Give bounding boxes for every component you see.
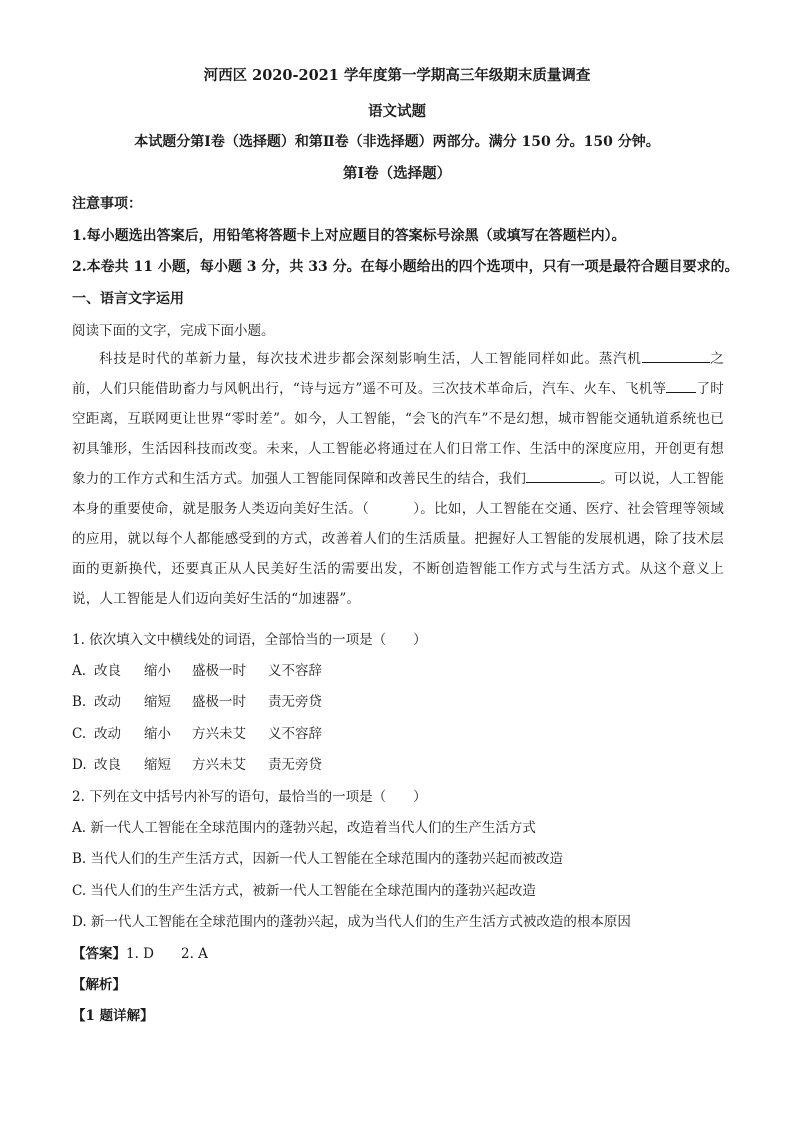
option-word: 缩小 [144,663,171,679]
detail-label: 【1 题详解】 [72,1008,154,1024]
volume-title: 第Ⅰ卷（选择题） [342,165,452,182]
q2-option-d: D. 新一代人工智能在全球范围内的蓬勃兴起，成为当代人们的生产生活方式被改造的根本原因 [72,914,631,930]
exam-info: 本试题分第Ⅰ卷（选择题）和第Ⅱ卷（非选择题）两部分。满分 150 分。150 分钟。 [134,134,660,150]
passage-text-5: ）。比如，人工智能在交通、医疗、社会管理等领域的应用，就以每个人都能感受到的方式，改善着人们的生活质量。把握好人工智能的发展机遇，除了技术层面的更新换代，还要真正从人民美好生活的需要出发，不断创造智能工作方式与生活方式。从这个意义上说，人工智能是人们迈向美好生活的“加速器”。 [72,501,724,607]
q2-option-a: A. 新一代人工智能在全球范围内的蓬勃兴起，改造着当代人们的生产生活方式 [72,820,536,836]
q2-option-b: B. 当代人们的生产生活方式，因新一代人工智能在全球范围内的蓬勃兴起而被改造 [72,851,564,867]
option-word: 改良 [94,757,121,773]
option-word: 缩短 [144,757,171,773]
q1-option-d [72,753,322,773]
analysis-label: 【解析】 [72,977,126,993]
q1-option-c [72,722,322,742]
q2-option-c: C. 当代人们的生产生活方式，被新一代人工智能在全球范围内的蓬勃兴起改造 [72,883,536,899]
passage-text-4: 。可以说，人工智能本身的重要使命，就是服务人类迈向美好生活。（ [72,471,724,517]
option-word: 盛极一时 [192,663,246,679]
answer-label: 【答案】 [72,946,126,962]
reading-passage [72,344,724,614]
exam-title: 河西区 2020-2021 学年度第一学期高三年级期末质量调查 [203,67,591,84]
option-word: 方兴未艾 [192,757,246,773]
option-word: 责无旁贷 [268,757,322,773]
fill-blank-2 [666,378,696,393]
passage-text-3: 了时空距离，互联网更让世界“零时差”。如今，人工智能，“会飞的汽车”不是幻想，城市智能交通轨道系统也已初具雏形，生活因科技而改变。未来，人工智能必将通过在人们日常工作、生活中的深度应用，开创更有想象力的工作方式和生活方式。加强人工智能同保障和改善民生的结合，我们 [72,381,724,487]
passage-text-1: 科技是时代的革新力量，每次技术进步都会深刻影响生活，人工智能同样如此。蒸汽机 [99,351,642,367]
q1-stem: 1. 依次填入文中横线处的词语，全部恰当的一项是（ ） [72,632,427,648]
notes-item-1: 1.每小题选出答案后，用铅笔将答题卡上对应题目的答案标号涂黑（或填写在答题栏内）。 [72,228,626,244]
option-letter: C. [72,726,87,742]
passage-text-2: 之前，人们只能借助畜力与风帆出行，“诗与远方”遥不可及。三次技术革命后，汽车、火车、飞机等 [72,351,725,397]
option-word: 方兴未艾 [192,726,246,742]
option-word: 改动 [94,694,121,710]
fill-blank-1 [642,348,710,363]
option-word: 改良 [94,663,121,679]
option-letter: A. [72,663,87,679]
option-word: 盛极一时 [192,694,246,710]
option-word: 改动 [94,726,121,742]
option-word: 缩短 [144,694,171,710]
subject-title: 语文试题 [368,103,426,120]
option-word: 责无旁贷 [268,694,322,710]
q1-option-b [72,690,322,710]
answer-line [72,942,208,962]
fill-blank-3 [526,468,600,483]
q1-option-a [72,659,322,679]
option-letter: B. [72,694,87,710]
option-letter: D. [72,757,87,773]
section-heading: 一、语言文字运用 [72,291,184,307]
option-word: 义不容辞 [268,663,322,679]
section-instruction: 阅读下面的文字，完成下面小题。 [72,323,275,339]
notes-item-2: 2.本卷共 11 小题，每小题 3 分，共 33 分。在每小题给出的四个选项中，只有一项是最符合题目要求的。 [72,259,739,275]
option-word: 缩小 [144,726,171,742]
notes-heading: 注意事项： [72,196,142,212]
answer-text: 1. D 2. A [126,946,208,962]
q2-stem: 2. 下列在文中括号内补写的语句，最恰当的一项是（ ） [72,789,427,805]
option-word: 义不容辞 [268,726,322,742]
